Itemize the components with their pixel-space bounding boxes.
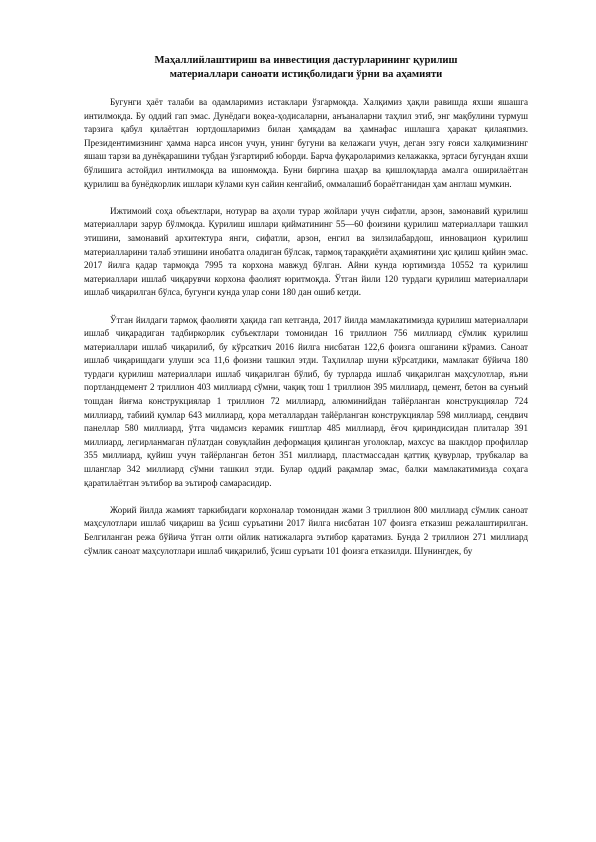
title-line-2: материаллари саноати истиқболидаги ўрни ва аҳамияти — [169, 69, 443, 80]
paragraph-3: Ўтган йилдаги тармоқ фаолияти ҳақида гап кетганда, 2017 йилда мамлакатимизда қурилиш материаллари ишлаб чиқарадиган тадбиркорлик субъектлари томонидан 16 триллион 756 миллиард сўмлик қурилиш материаллари ишлаб чиқарилиб, бу кўрсаткич 2016 йилга нисбатан 122,6 фоизга ошганини кўрамиз. Саноат ишлаб чиқаришдаги улуши эса 11,6 фоизни ташкил этди. Таҳлиллар шуни кўрсатдики, мамлакат бўйича 180 турдаги қурилиш материаллари ишлаб чиқарилган бўлиб, бу турларда ишлаб чиқарилган маҳсулотлар, яъни портландцемент 2 триллион 403 миллиард сўмни, чақиқ тош 1 триллион 395 миллиард, цемент, бетон ва сунъий тошдан йиғма конструкциялар 1 триллион 72 миллиард, алюминийдан тайёрланган конструкциялар 724 миллиард, табиий қумлар 643 миллиард, қора металлардан тайёрланган конструкциялар 598 миллиард, сендвич панеллар 580 миллиард, ўтга чидамсиз керамик ғиштлар 485 миллиард, ёғоч қириндисидан плиталар 391 миллиард, легирланмаган пўлатдан совуқлайин деформация қилинган уголоклар, махсус ва шаклдор профиллар 355 миллиард, қуйиш учун тайёрланган бетон 351 миллиард, пластмассадан қаттиқ қувурлар, трубкалар ва шланглар 342 миллиард сўмни ташкил этди. Булар оддий рақамлар эмас, балки мамлакатимизда соҳага қаратилаётган эътибор ва эътироф самарасидир. — [84, 314, 528, 488]
paragraph-4: Жорий йилда жамият таркибидаги корхоналар томонидан жами 3 триллион 800 миллиард сўмлик саноат маҳсулотлари ишлаб чиқариш ва ўсиш суръатини 2017 йилга нисбатан 107 фоизга етказиш режалаштирилган. Белгиланган режа бўйича ўтган олти ойлик натижаларга эътибор қаратамиз. Бунда 2 триллион 271 миллиард сўмлик саноат маҳсулотлари ишлаб чиқарилиб, ўсиш суръати 101 фоизга етказилди. Шунингдек, бу — [84, 504, 528, 556]
title-line-1: Маҳаллийлаштириш ва инвестиция дастурларининг қурилиш — [154, 55, 458, 66]
paragraph-2: Ижтимоий соҳа объектлари, нотурар ва аҳоли турар жойлари учун сифатли, арзон, замонавий қурилиш материаллари зарур бўлмоқда. Қурилиш ишлари қийматининг 55—60 фоизини қурилиш материаллари ташкил этишини, замонавий архитектура янги, сифатли, арзон, енгил ва зилзилабардош, инновацион қурилиш материалларини талаб этишини инобатга оладиган бўлсак, тармоқ тараққиёти аҳамиятини ҳис қилиш қийин эмас. 2017 йилга қадар тармоқда 7995 та корхона мавжуд бўлган. Айни кунда юртимизда 10552 та қурилиш материаллари ишлаб чиқарувчи корхона фаолият юритмоқда. Ўтган йили 120 турдаги қурилиш материаллари ишлаб чиқарилган бўлса, бугунги кунда улар сони 180 дан ошиб кетди. — [84, 205, 528, 298]
document-title — [84, 54, 528, 82]
paragraph-1: Бугунги ҳаёт талаби ва одамларимиз истаклари ўзгармоқда. Халқимиз ҳақли равишда яхши яшашга интилмоқда. Бу оддий гап эмас. Дунёдаги воқеа-ҳодисаларни, анъаналарни таҳлил этиб, энг мақбулини турмуш тарзига қабул қилаётган юртдошларимиз билан ҳамқадам ва ҳамнафас ишлашга ҳаракат қилаяпмиз. Президентимизнинг ҳамма нарса инсон учун, унинг бугуни ва келажаги учун, деган эзгу ғояси халқимизнинг яшаш тарзи ва дунёқарашини тубдан ўзгартириб юборди. Барча фуқароларимиз келажакка, эртаси бугундан яхши бўлишига астойдил интилмоқда ва ишонмоқда. Буни биргина шаҳар ва қишлоқларда амалга оширилаётган қурилиш ва бунёдкорлик ишлари кўлами кун сайин кенгайиб, оммалашиб бораётганидан ҳам англаш мумкин. — [84, 97, 528, 189]
document-page — [84, 54, 528, 558]
